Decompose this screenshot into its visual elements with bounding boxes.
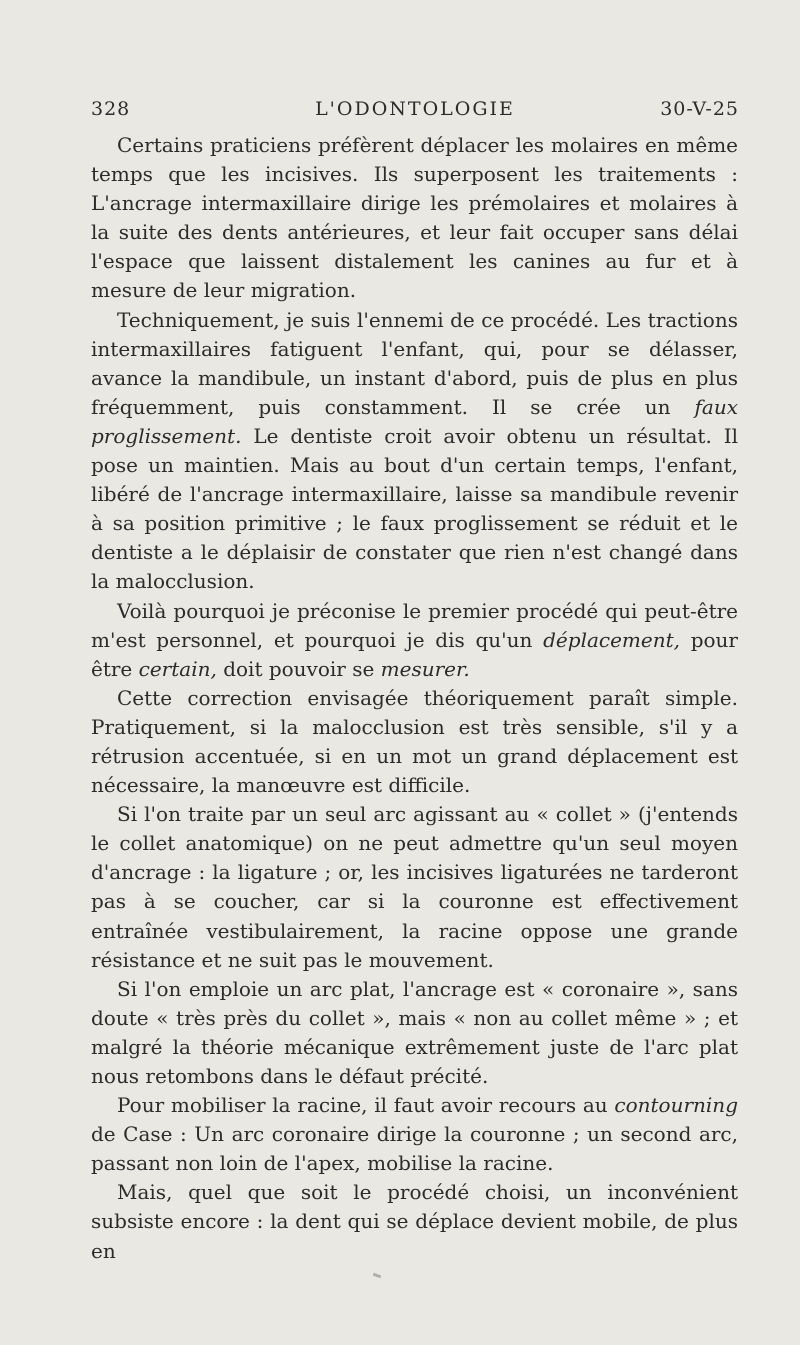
paragraph-2-text-b: Le dentiste croit avoir obtenu un résultat. Il pose un maintien. Mais au bout d'un certain temps, l'enfant, libéré de l'ancrage intermaxillaire, laisse sa mandibule revenir à sa position primitive ; le faux proglissement se réduit et le dentiste a le déplaisir de constater que rien n'est changé dans la malocclusion. bbox=[91, 423, 738, 594]
paragraph-2-text-a: Techniquement, je suis l'ennemi de ce procédé. Les tractions intermaxillaires fatiguent l'enfant, qui, pour se délasser, avance la mandibule, un instant d'abord, puis de plus en plus fréquemment, puis constamment. Il se crée un bbox=[91, 307, 738, 419]
paragraph-3-emphasis-3: mesurer. bbox=[380, 656, 470, 681]
paragraph-3-emphasis-1: déplacement, bbox=[543, 627, 680, 652]
paragraph-1: Certains praticiens préfèrent déplacer les molaires en même temps que les incisives. Ils superposent les traitements : L'ancrage intermaxillaire dirige les prémolaires et molaires à la suite des dents antérieures, et leur fait occuper sans délai l'espace que laissent distalement les canines au fur et à mesure de leur migration. bbox=[91, 133, 738, 303]
running-header bbox=[91, 98, 739, 128]
paragraph-3-text-a: Voilà pourquoi je préconise le premier procédé qui peut-être m'est personnel, et pourquoi je dis qu'un bbox=[91, 598, 738, 652]
body-text bbox=[91, 131, 738, 1266]
paragraph-7-emphasis: contourning bbox=[614, 1093, 738, 1118]
paragraph-3 bbox=[91, 597, 738, 684]
paragraph-5: Si l'on traite par un seul arc agissant au « collet » (j'entends le collet anatomique) on ne peut admettre qu'un seul moyen d'ancrage : la ligature ; or, les incisives ligaturées ne tarderont pas à se coucher, car si la couronne est effectivement entraînée vestibulairement, la racine oppose une grande résistance et ne suit pas le mouvement. bbox=[91, 802, 738, 972]
paragraph-3-emphasis-2: certain, bbox=[138, 656, 217, 681]
paragraph-8: Mais, quel que soit le procédé choisi, un inconvénient subsiste encore : la dent qui se déplace devient mobile, de plus en bbox=[91, 1180, 738, 1263]
paragraph-3-text-c: doit pouvoir se bbox=[216, 656, 381, 681]
paragraph-3-text-b: pour être bbox=[91, 627, 738, 681]
issue-date: 30-V-25 bbox=[660, 98, 739, 120]
paragraph-6: Si l'on emploie un arc plat, l'ancrage est « coronaire », sans doute « très près du collet », mais « non au collet même » ; et malgré la théorie mécanique extrêmement juste de l'arc plat nous retombons dans le défaut précité. bbox=[91, 976, 738, 1088]
paragraph-4: Cette correction envisagée théoriquement paraît simple. Pratiquement, si la malocclusion est très sensible, s'il y a rétrusion accentuée, si en un mot un grand déplacement est nécessaire, la manœuvre est difficile. bbox=[91, 685, 738, 798]
paragraph-7-text-b: de Case : Un arc coronaire dirige la couronne ; un second arc, passant non loin de l'apex, mobilise la racine. bbox=[91, 1122, 738, 1176]
paragraph-7 bbox=[91, 1091, 738, 1178]
page-number: 328 bbox=[91, 98, 131, 120]
journal-title: L'ODONTOLOGIE bbox=[315, 98, 515, 120]
paragraph-7-text-a: Pour mobiliser la racine, il faut avoir recours au bbox=[117, 1093, 615, 1118]
paragraph-2 bbox=[91, 306, 738, 597]
print-smudge bbox=[373, 1273, 382, 1279]
paragraph-2-emphasis: faux proglissement. bbox=[91, 394, 738, 448]
